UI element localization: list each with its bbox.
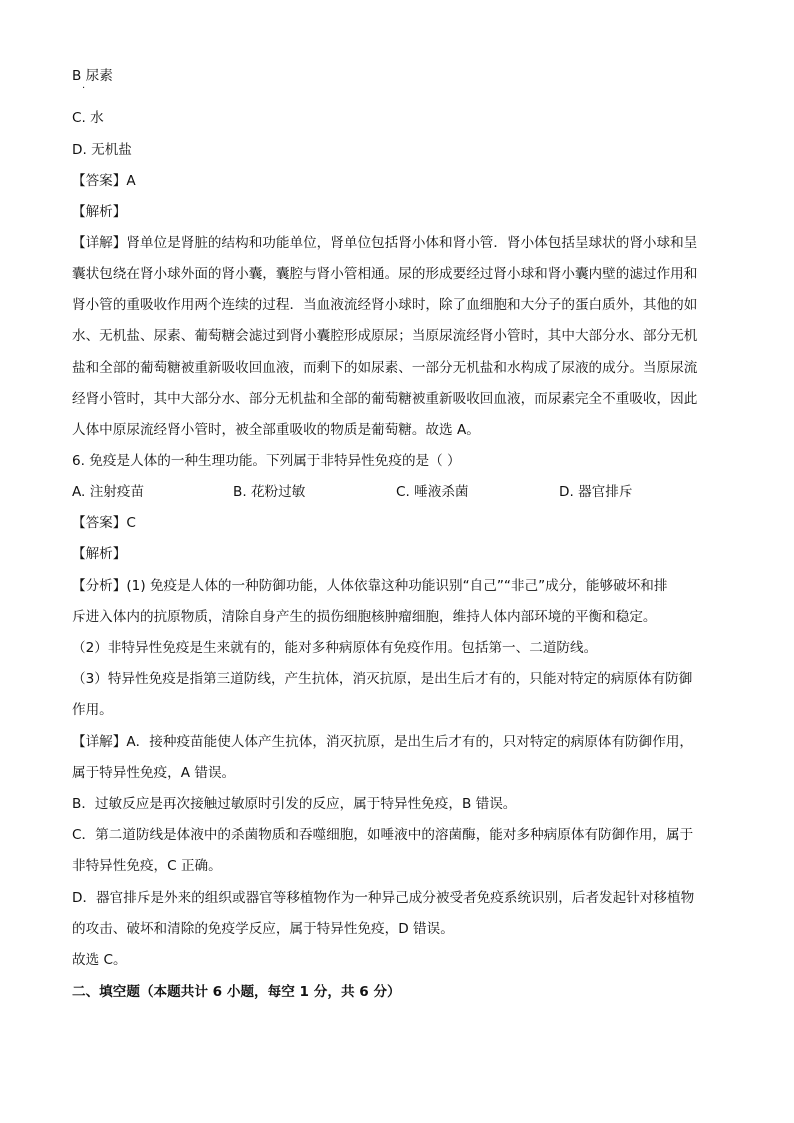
q6-analysis-label: 【解析】 [72,546,127,562]
q6-analysis-line: （2）非特异性免疫是生来就有的，能对多种病原体有免疫作用。包括第一、二道防线。 [72,640,598,656]
q6-analysis-line: 斥进入体内的抗原物质，清除自身产生的损伤细胞核肿瘤细胞，维持人体内部环境的平衡和稳定。 [72,609,657,625]
stray-dot: · [82,83,86,94]
q5-explanation-line: 囊状包绕在肾小球外面的肾小囊，囊腔与肾小管相通。尿的形成要经过肾小球和肾小囊内壁的滤过作用和 [72,266,698,282]
q5-explanation-line: 肾小管的重吸收作用两个连续的过程．当血液流经肾小球时，除了血细胞和大分子的蛋白质外，其他的如 [72,297,698,313]
q6-option-c: C. 唾液杀菌 [396,484,469,500]
q6-option-b: B. 花粉过敏 [233,484,306,500]
q6-analysis-line: 作用。 [72,702,113,718]
q6-analysis-line: 【详解】A．接种疫苗能使人体产生抗体，消灭抗原，是出生后才有的，只对特定的病原体有防御作用， [72,734,694,750]
q6-analysis-line: D．器官排斥是外来的组织或器官等移植物作为一种异己成分被受者免疫系统识别，后者发起针对移植物 [72,890,695,906]
q6-option-d: D. 器官排斥 [559,484,633,500]
option-d: D. 无机盐 [72,142,132,158]
q6-option-a: A. 注射疫苗 [72,484,145,500]
q5-analysis-label: 【解析】 [72,204,127,220]
q6-analysis-line: B．过敏反应是再次接触过敏原时引发的反应，属于特异性免疫，B 错误。 [72,796,517,812]
q6-analysis-line: （3）特异性免疫是指第三道防线，产生抗体，消灭抗原，是出生后才有的，只能对特定的病原体有防御 [72,671,693,687]
q6-answer: 【答案】C [72,515,136,531]
q5-explanation-line: 经肾小管时，其中大部分水、部分无机盐和全部的葡萄糖被重新吸收回血液，而尿素完全不重吸收，因此 [72,391,698,407]
q6-analysis-line: C．第二道防线是体液中的杀菌物质和吞噬细胞，如唾液中的溶菌酶，能对多种病原体有防御作用，属于 [72,827,694,843]
q5-answer: 【答案】A [72,173,136,189]
section-heading: 二、填空题（本题共计 6 小题，每空 1 分，共 6 分） [72,984,401,1000]
q6-analysis-line: 属于特异性免疫，A 错误。 [72,765,236,781]
q6-analysis-line: 的攻击、破坏和清除的免疫学反应，属于特异性免疫，D 错误。 [72,921,454,937]
q6-stem: 6. 免疫是人体的一种生理功能。下列属于非特异性免疫的是（ ） [72,453,461,469]
q6-analysis-line: 【分析】(1) 免疫是人体的一种防御功能，人体依靠这种功能识别“自己”“非己”成分，能够破坏和排 [72,578,668,594]
q5-explanation-line: 【详解】肾单位是肾脏的结构和功能单位，肾单位包括肾小体和肾小管．肾小体包括呈球状的肾小球和呈 [72,235,698,251]
q6-analysis-line: 非特异性免疫，C 正确。 [72,858,222,874]
q5-explanation-line: 盐和全部的葡萄糖被重新吸收回血液，而剩下的如尿素、一部分无机盐和水构成了尿液的成分。当原尿流 [72,360,698,376]
q5-explanation-line: 人体中原尿流经肾小管时，被全部重吸收的物质是葡萄糖。故选 A。 [72,422,480,438]
q6-conclusion: 故选 C。 [72,952,127,968]
q5-explanation-line: 水、无机盐、尿素、葡萄糖会滤过到肾小囊腔形成原尿；当原尿流经肾小管时，其中大部分水、部分无机 [72,328,698,344]
option-b: B 尿素 [72,68,113,84]
option-c: C. 水 [72,110,104,126]
